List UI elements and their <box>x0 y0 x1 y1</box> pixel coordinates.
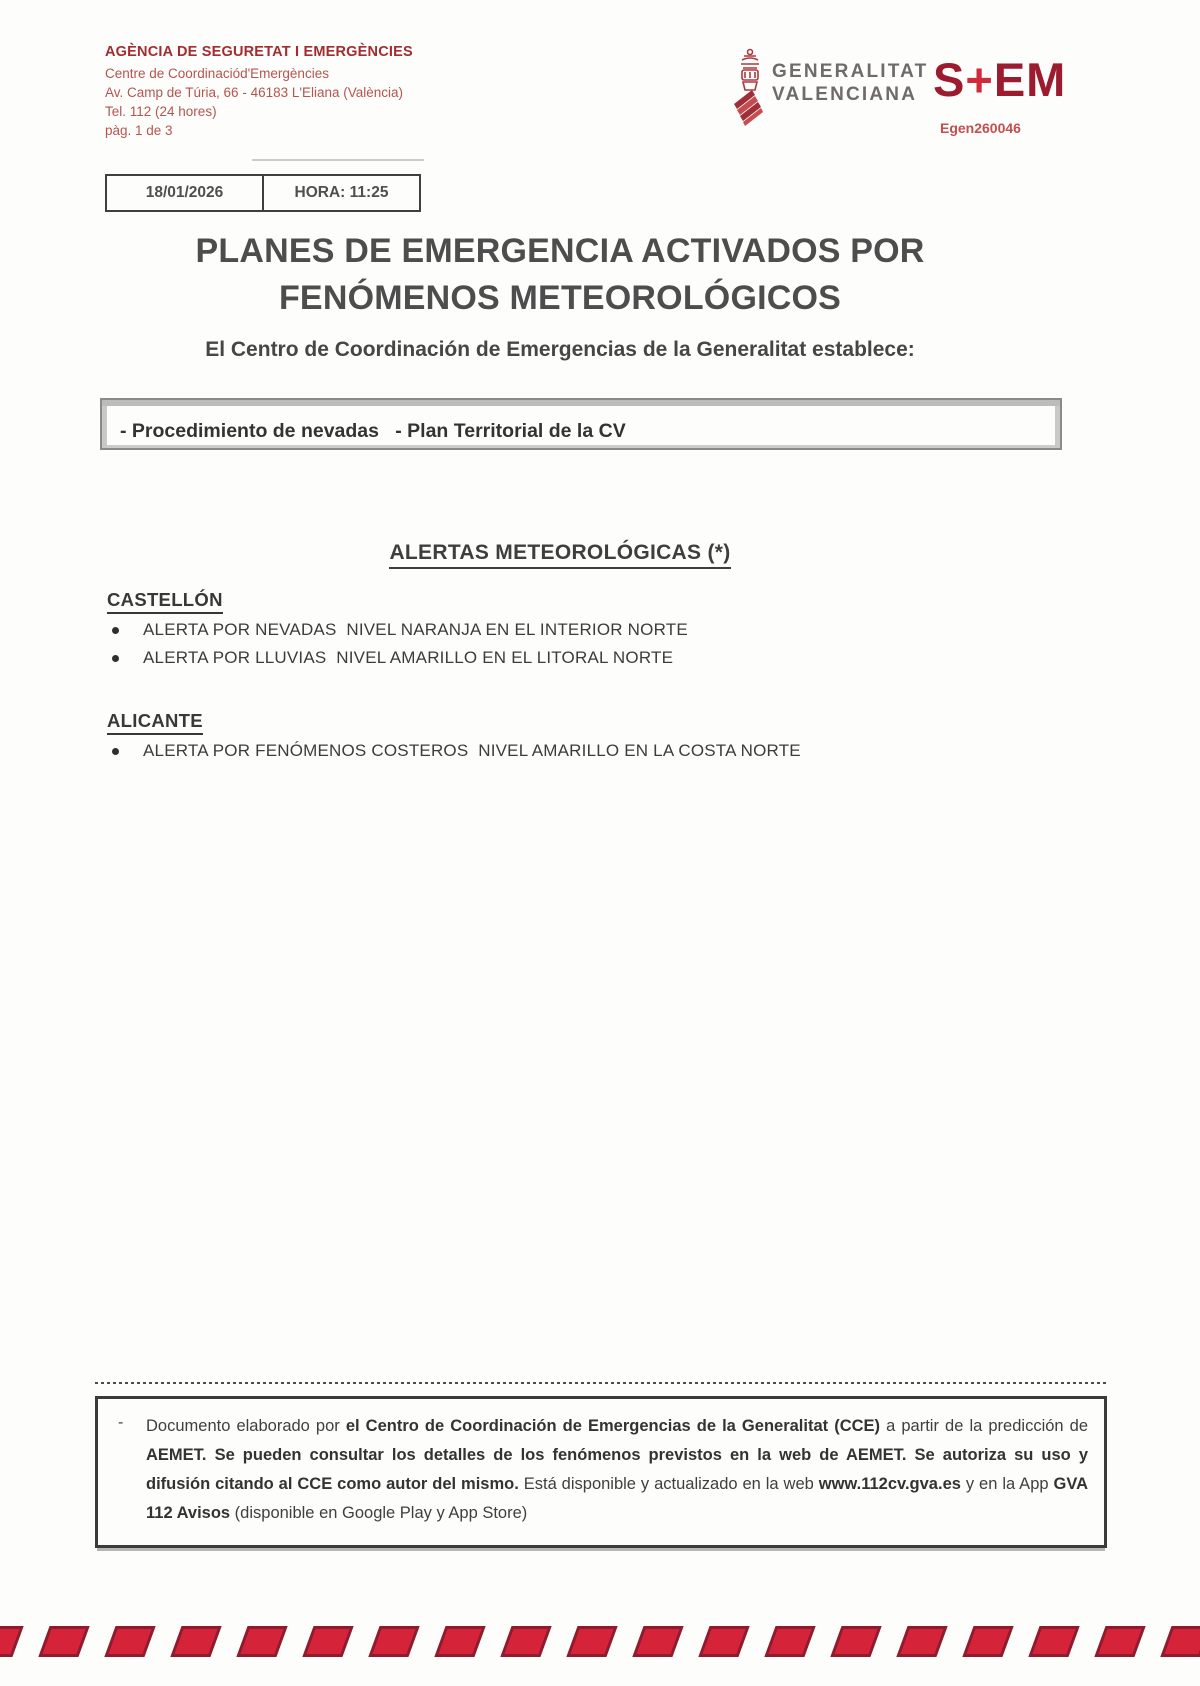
hazard-stripe <box>236 1626 287 1657</box>
bullet-icon <box>112 748 119 755</box>
agency-header <box>105 44 413 140</box>
hazard-stripe <box>500 1626 551 1657</box>
province-heading-castellon: CASTELLÓN <box>107 589 223 614</box>
subtitle-wrap <box>0 338 1120 362</box>
alert-item <box>112 648 673 668</box>
hazard-stripe <box>1028 1626 1079 1657</box>
province-heading-alicante: ALICANTE <box>107 710 203 735</box>
hazard-stripe <box>38 1626 89 1657</box>
activated-plans-text: - Procedimiento de nevadas - Plan Territorial de la CV <box>120 420 626 442</box>
hazard-stripe <box>830 1626 881 1657</box>
sem-logo-s: S <box>933 53 966 106</box>
hazard-stripe <box>1094 1626 1145 1657</box>
hazard-stripe <box>368 1626 419 1657</box>
subtitle: El Centro de Coordinación de Emergencias de la Generalitat establece: <box>205 338 915 361</box>
main-title <box>0 228 1120 322</box>
agency-address: Av. Camp de Túria, 66 - 46183 L'Eliana (València) <box>105 85 403 100</box>
agency-phone: Tel. 112 (24 hores) <box>105 104 217 119</box>
sem-logo-em: EM <box>993 53 1067 106</box>
alert-text: ALERTA POR NEVADAS NIVEL NARANJA EN EL INTERIOR NORTE <box>143 620 688 639</box>
activated-plans-box <box>100 398 1062 450</box>
hazard-stripe <box>302 1626 353 1657</box>
hazard-stripe <box>170 1626 221 1657</box>
agency-dept: Centre de Coordinaciód'Emergències <box>105 66 329 81</box>
generalitat-line2: VALENCIANA <box>772 84 918 105</box>
main-title-line2: FENÓMENOS METEOROLÓGICOS <box>278 279 842 317</box>
alert-item <box>112 620 688 640</box>
hazard-stripes <box>0 1626 1200 1658</box>
hazard-stripe <box>104 1626 155 1657</box>
alerts-heading: ALERTAS METEOROLÓGICAS (*) <box>389 541 730 569</box>
bullet-icon <box>112 655 119 662</box>
footer-note-box <box>95 1396 1107 1548</box>
scan-artifact-line <box>252 159 424 161</box>
footer-dash-bullet: - <box>118 1414 124 1431</box>
sem-logo <box>933 52 1066 107</box>
hazard-stripe <box>632 1626 683 1657</box>
hazard-stripe <box>962 1626 1013 1657</box>
hazard-stripe <box>0 1626 24 1657</box>
dashed-separator <box>95 1382 1107 1384</box>
bullet-icon <box>112 627 119 634</box>
alert-item <box>112 741 801 761</box>
generalitat-wordmark <box>772 60 929 106</box>
agency-name: AGÈNCIA DE SEGURETAT I EMERGÈNCIES <box>105 44 413 60</box>
time-cell: HORA: 11:25 <box>262 176 419 210</box>
generalitat-emblem-icon <box>726 46 770 128</box>
alert-text: ALERTA POR FENÓMENOS COSTEROS NIVEL AMARILLO EN LA COSTA NORTE <box>143 741 801 760</box>
hazard-stripe <box>896 1626 947 1657</box>
main-title-line1: PLANES DE EMERGENCIA ACTIVADOS POR <box>195 232 925 270</box>
generalitat-line1: GENERALITAT <box>772 61 929 82</box>
alert-text: ALERTA POR LLUVIAS NIVEL AMARILLO EN EL LITORAL NORTE <box>143 648 674 667</box>
page-number: pàg. 1 de 3 <box>105 123 173 138</box>
date-time-table <box>105 174 421 212</box>
hazard-stripe <box>764 1626 815 1657</box>
hazard-stripe <box>698 1626 749 1657</box>
footer-note-text: Documento elaborado por el Centro de Coordinación de Emergencias de la Generalitat (CCE) a partir de la predicción de AEMET. Se pueden consultar los detalles de los fenómenos previstos en la web de AEMET. Se autoriza su uso y difusión citando al CCE como autor del mismo. Está disponible y actualizado en la web www.112cv.gva.es y en la App GVA 112 Avisos (disponible en Google Play y App Store) <box>146 1417 1089 1522</box>
hazard-stripe <box>566 1626 617 1657</box>
hazard-stripe <box>1160 1626 1200 1657</box>
alerts-heading-wrap <box>0 541 1120 569</box>
document-code: Egen260046 <box>940 120 1021 136</box>
date-cell: 18/01/2026 <box>145 184 224 201</box>
sem-logo-plus: + <box>965 53 994 106</box>
hazard-stripe <box>434 1626 485 1657</box>
